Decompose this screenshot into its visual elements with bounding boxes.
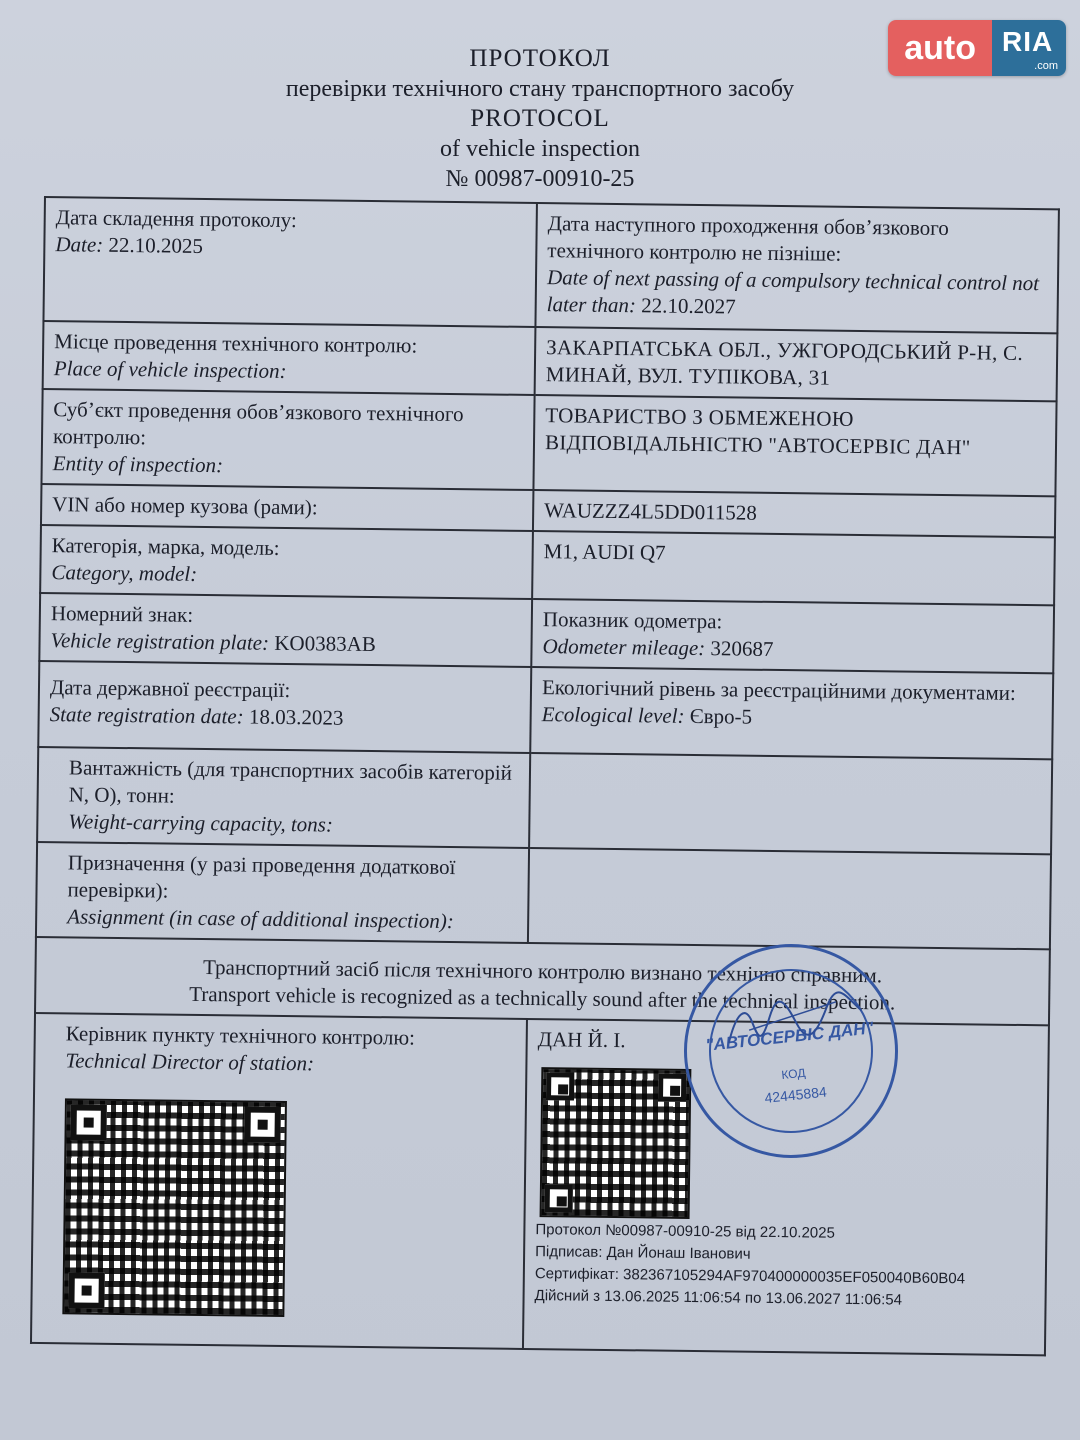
conclusion-en: Transport vehicle is recognized as a technically sound after the technical inspection. — [189, 981, 896, 1015]
assign-value — [528, 848, 1051, 949]
row-assignment — [36, 842, 1051, 949]
inspection-table — [30, 196, 1060, 1356]
protocol-heading — [200, 44, 880, 194]
sig-line-signer: Підписав: Дан Йонаш Іванович — [535, 1243, 751, 1263]
cell-entity-label — [41, 389, 534, 490]
director-label-en: Technical Director of station: — [65, 1048, 315, 1076]
director-name: ДАН Й. І. — [537, 1027, 626, 1053]
odometer-label-en: Odometer mileage: — [542, 634, 706, 661]
assign-label-en: Assignment (in case of additional inspection): — [67, 904, 455, 934]
weight-value — [529, 753, 1052, 854]
row-conclusion — [35, 937, 1050, 1025]
row-registration — [38, 661, 1053, 759]
weight-label-ua: Вантажність (для транспортних засобів категорій N, O), тонн: — [68, 755, 513, 808]
date-value: 22.10.2025 — [108, 232, 204, 258]
place-label-en: Place of vehicle inspection: — [53, 356, 287, 383]
cell-plate — [39, 593, 532, 667]
row-place — [43, 321, 1058, 401]
logo-com-text: .com — [1034, 60, 1058, 72]
category-label-ua: Категорія, марка, модель: — [51, 533, 280, 560]
cell-date — [43, 197, 536, 327]
cell-odometer — [531, 599, 1054, 673]
category-label-en: Category, model: — [51, 560, 198, 586]
director-label-ua: Керівник пункту технічного контролю: — [65, 1021, 416, 1050]
stamp-code: 42445884 — [763, 1083, 828, 1106]
cell-director — [31, 1013, 527, 1349]
cell-weight-label — [37, 747, 530, 848]
date-label-en: Date: — [55, 232, 104, 257]
vin-label: VIN або номер кузова (рами): — [41, 484, 533, 531]
odometer-label-ua: Показник одометра: — [542, 607, 723, 634]
reg-value: 18.03.2023 — [248, 704, 344, 730]
plate-value: KO0383AB — [274, 630, 376, 657]
eco-label-ua: Екологічний рівень за реєстраційними документами: — [541, 675, 1016, 705]
reg-label-ua: Дата державної реєстрації: — [49, 675, 291, 703]
eco-label-en: Ecological level: — [541, 702, 685, 728]
cell-eco — [530, 667, 1053, 759]
row-dates — [43, 197, 1058, 333]
date-label-ua: Дата складення протоколу: — [55, 205, 297, 233]
cell-place-label — [43, 321, 536, 395]
cell-category-label — [40, 525, 533, 599]
entity-label-en: Entity of inspection: — [52, 451, 224, 478]
odometer-value: 320687 — [710, 636, 774, 661]
vin-value: WAUZZZ4L5DD011528 — [533, 490, 1055, 537]
logo-ria-block — [992, 20, 1066, 76]
plate-label-en: Vehicle registration plate: — [50, 628, 270, 655]
next-label-ua: Дата наступного проходження обов’язкового технічного контролю не пізніше: — [547, 211, 950, 266]
cell-assign-label — [36, 842, 529, 943]
eco-value: Євро-5 — [689, 703, 753, 729]
logo-ria-text: RIA — [1002, 26, 1054, 57]
row-plate — [39, 593, 1054, 673]
protocol-number: № 00987-00910-25 — [445, 166, 635, 192]
next-value: 22.10.2027 — [641, 293, 736, 319]
stamp-kod-label: КОД — [780, 1065, 807, 1083]
weight-label-en: Weight-carrying capacity, tons: — [68, 809, 334, 837]
reg-label-en: State registration date: — [49, 702, 244, 729]
entity-label-ua: Суб’єкт проведення обов’язкового технічного контролю: — [52, 397, 464, 450]
autoria-logo — [888, 20, 1066, 76]
conclusion-ua: Транспортний засіб після технічного контролю визнано технічно справним. — [202, 955, 883, 988]
sig-line-protocol: Протокол №00987-00910-25 від 22.10.2025 — [535, 1221, 835, 1242]
sig-line-certificate: Сертифікат: 382367105294AF970400000035EF050040B60B04 — [534, 1265, 966, 1288]
subtitle-ua: перевірки технічного стану транспортного засобу — [285, 76, 795, 102]
qr-code-right — [542, 1069, 690, 1217]
row-weight — [37, 747, 1052, 854]
subtitle-en: of vehicle inspection — [440, 136, 640, 162]
cell-conclusion — [35, 937, 1050, 1025]
entity-value: ТОВАРИСТВО З ОБМЕЖЕНОЮ ВІДПОВІДАЛЬНІСТЮ "АВТОСЕРВІС ДАН" — [533, 395, 1056, 496]
cell-reg — [38, 661, 531, 753]
place-value: ЗАКАРПАТСЬКА ОБЛ., УЖГОРОДСЬКИЙ Р-Н, С. МИНАЙ, ВУЛ. ТУПІКОВА, 31 — [535, 327, 1058, 401]
signature-details — [534, 1219, 1035, 1313]
next-label-en: Date of next passing of a compulsory technical control not later than: — [546, 265, 1040, 318]
qr-code-left — [64, 1100, 285, 1315]
assign-label-ua: Призначення (у разі проведення додаткової перевірки): — [67, 850, 456, 903]
category-value: M1, AUDI Q7 — [532, 531, 1055, 605]
stamp-name: "АВТОСЕРВІС ДАН" — [704, 1018, 875, 1055]
cell-next-date — [535, 203, 1058, 333]
place-label-ua: Місце проведення технічного контролю: — [54, 329, 418, 358]
row-category — [40, 525, 1055, 605]
sig-line-validity: Дійсний з 13.06.2025 11:06:54 по 13.06.2027 11:06:54 — [534, 1287, 903, 1309]
plate-label-ua: Номерний знак: — [50, 601, 194, 627]
row-entity — [41, 389, 1056, 496]
title-ua: ПРОТОКОЛ — [469, 45, 611, 72]
logo-auto-text: auto — [888, 20, 992, 76]
title-en: PROTOCOL — [470, 105, 610, 132]
